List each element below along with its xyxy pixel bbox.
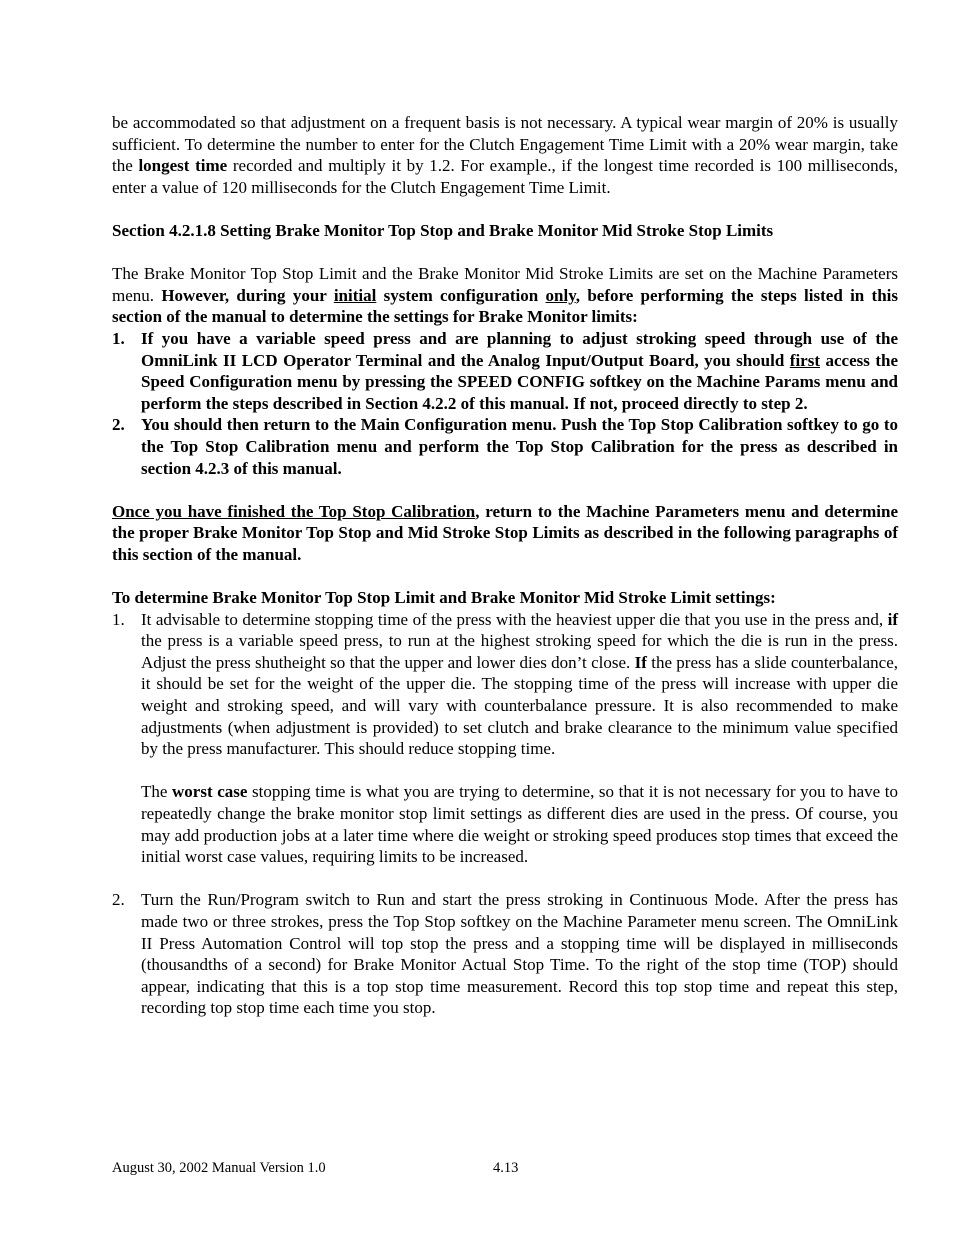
text-run: recorded and multiply it by 1.2. For example., if the longest time recorded is 100 milliseconds, enter a value of 120 milliseconds for the Clutch Engagement Time Limit. [112,156,898,197]
step-number: 2. [112,415,125,435]
underlined-bold-text: initial [333,285,377,305]
underlined-bold-text: only [545,285,576,305]
text-run: If you have a variable speed press and are planning to adjust stroking speed through use of the OmniLink II LCD Operator Terminal and the Analog Input/Output Board, you should [141,328,898,370]
intro-paragraph [112,112,898,198]
step-number: 1. [112,609,125,629]
config-steps-list [112,328,898,479]
text-run: You should then return to the Main Configuration menu. Push the Top Stop Calibration softkey to go to the Top Stop Calibration menu and perform the Top Stop Calibration for the press as described in section 4.2.3 of this manual. [141,415,898,478]
procedure-step [112,889,898,1019]
bold-text: system configuration [376,285,546,305]
text-run: The Brake Monitor Top Stop Limit and the Brake Monitor Mid Stroke Limits are set on the Machine Parameters menu. [112,264,898,305]
text-run: The [141,782,173,802]
step-paragraph [141,781,898,867]
bold-text: worst case [172,782,248,802]
bold-text: longest time [138,156,228,176]
text-run: It advisable to determine stopping time of the press with the heaviest upper die that you use in the press and, [141,609,888,629]
procedure-heading: To determine Brake Monitor Top Stop Limit and Brake Monitor Mid Stroke Limit settings: [112,588,776,608]
bold-text: However, during your [161,285,334,305]
step-paragraph: Turn the Run/Program switch to Run and start the press stroking in Continuous Mode. After the press has made two or three strokes, press the Top Stop softkey on the Machine Parameter menu screen. The OmniLink II Press Automation Control will top stop the press and a stopping time will be displayed in milliseconds (thousandths of a second) for Brake Monitor Actual Stop Time. To the right of the stop time (TOP) should appear, indicating that this is a top stop time measurement. Record this top stop time and repeat this step, recording top stop time each time you stop. [141,890,898,1018]
step-number: 1. [112,328,125,348]
section-heading: Section 4.2.1.8 Setting Brake Monitor Top Stop and Brake Monitor Mid Stroke Stop Limits [112,220,774,240]
text-run: the press is a variable speed press, to run at the highest stroking speed for which the die is run in the press. Adjust the press shutheight so that the upper and lower dies don’t close. [141,631,898,672]
text-run: , return to the Machine Parameters menu and determine the proper Brake Monitor Top Stop and Mid Stroke Stop Limits as described in the following paragraphs of this section of the manual. [112,501,898,564]
page-body [112,112,898,1019]
text-run: the press has a slide counterbalance, it should be set for the weight of the upper die. The stopping time of the press will increase with upper die weight and stroking speed, and will vary with counterbalance pressure. It is also recommended to make adjustments (when adjustment is provided) to set clutch and brake clearance to the minimum value specified by the press manufacturer. This should reduce stopping time. [141,652,898,759]
footer-date-version: August 30, 2002 Manual Version 1.0 [112,1160,326,1176]
step-number: 2. [112,890,125,910]
step-paragraph [141,609,898,760]
calibration-paragraph [112,501,898,566]
config-paragraph [112,263,898,328]
text-run: stopping time is what you are trying to determine, so that it is not necessary for you to have to repeatedly change the brake monitor stop limit settings as different dies are used in the press. Of course, you may add production jobs at a later time where die weight or stroking speed produces stop times that exceed the initial worst case values, requiring limits to be increased. [141,782,898,867]
page-number: 4.13 [493,1160,519,1176]
bold-text: , before performing the steps listed in this section of the manual to determine the settings for Brake Monitor limits: [112,285,898,327]
procedure-step [112,609,898,868]
text-run: access the Speed Configuration menu by pressing the SPEED CONFIG softkey on the Machine Params menu and perform the steps described in Section 4.2.2 of this manual. If not, proceed directly to step 2. [141,350,898,413]
text-run: be accommodated so that adjustment on a frequent basis is not necessary. A typical wear margin of 20% is usually sufficient. To determine the number to enter for the Clutch Engagement Time Limit with a 20% wear margin, take the [112,113,898,176]
bold-text: if [887,609,898,629]
underlined-bold-text: Once you have finished the Top Stop Calibration [112,501,476,521]
underlined-bold-text: first [789,350,821,370]
procedure-list [112,609,898,1019]
bold-text: If [634,652,647,672]
config-step [112,328,898,414]
config-step [112,414,898,479]
